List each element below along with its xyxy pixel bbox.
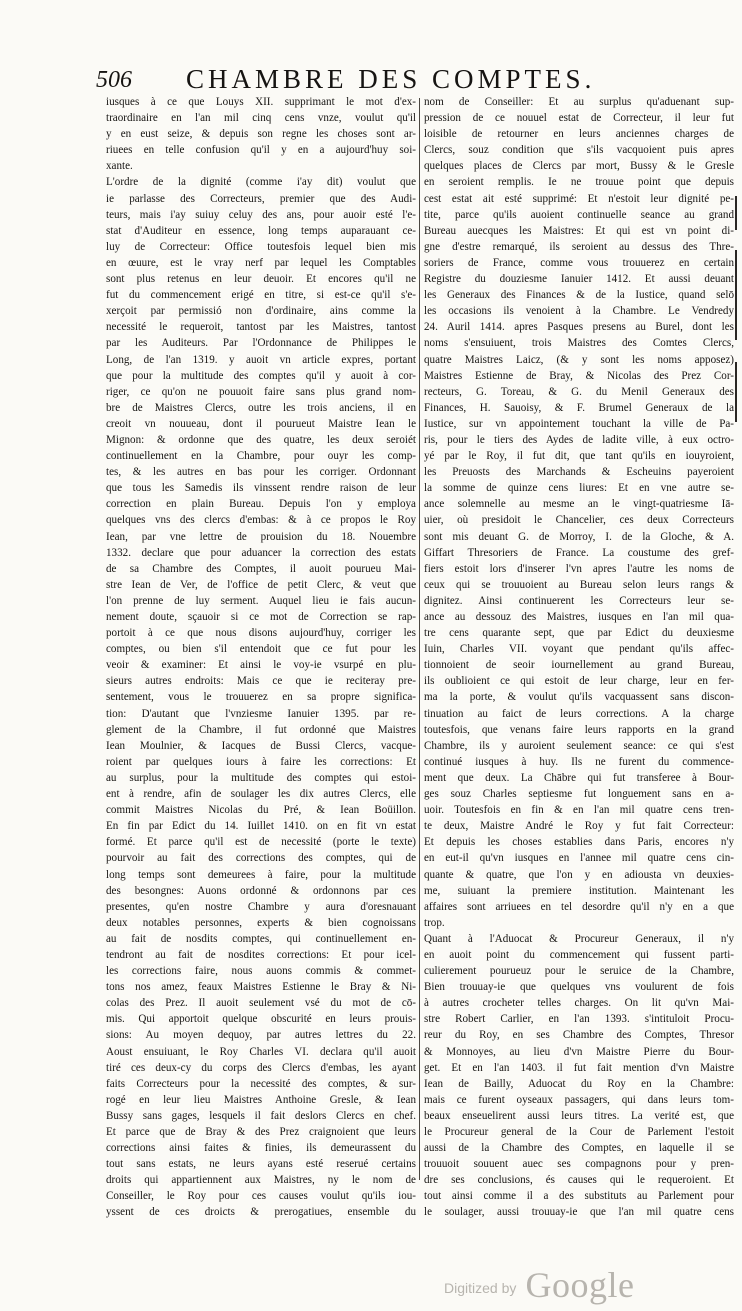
text-line: continuellement en la Chambre, pour ouyr les comp- — [106, 450, 416, 463]
watermark-prefix: Digitized by — [444, 1280, 517, 1296]
text-line: riger, ce qu'on ne pouuoit faire sans plus grand nom- — [106, 385, 416, 398]
text-line: pression de ce nouuel estat de Correcteur, il leur fut — [424, 112, 734, 125]
text-line: tinuation au faict de leurs corrections. A la charge — [424, 707, 734, 720]
text-line: Bien trouuay-ie que quelques vns voulurent de fois — [424, 981, 734, 994]
text-line: noms s'ensuiuent, trois Maistres des Comtes Clercs, — [424, 337, 734, 350]
text-line: quelques places de Clercs par mort, Bussy & le Gresle — [424, 160, 734, 173]
text-line: beaux enseuelirent aussi leurs titres. La verité est, que — [424, 1109, 734, 1122]
text-line: pourvoir au fait des corrections des comptes, qui de — [106, 852, 416, 865]
text-line: tout ainsi comme il a des substituts au Parlement pour — [424, 1190, 734, 1203]
text-line: le soulager, aussi trouuay-ie que l'an mil quatre cens — [424, 1206, 734, 1219]
text-line: continué iusques à huy. Ils ne furent du commence- — [424, 755, 734, 768]
text-line: xante. — [106, 160, 133, 173]
text-line: roient par quelques iours à faire les corrections: Et — [106, 755, 416, 768]
text-line: sions: Au moyen dequoy, par autres lettres du 22. — [106, 1029, 416, 1042]
text-line: Iean Moulnier, & Iacques de Bussi Clercs, vacque- — [106, 739, 416, 752]
text-line: des besongnes: Auons ordonné & ordonnons par ces — [106, 884, 416, 897]
text-line: get. Et en l'an 1403. il fut fait mention d'vn Maistre — [424, 1061, 734, 1074]
text-line: les corrections faire, nous auons commis & commet- — [106, 965, 416, 978]
text-line: yé par le Roy, il fut dit, que tant qu'ils en iouyroient, — [424, 450, 734, 463]
text-line: stat d'Auditeur en essence, long temps auparauant ce- — [106, 224, 416, 237]
text-line: en œuure, est le vray nerf par lequel les Comptables — [106, 256, 416, 269]
column-divider — [419, 98, 420, 1180]
text-line: quatre Maistres Laicz, (& y sont les noms apposez) — [424, 353, 734, 366]
text-line: xerçoit par permissió non d'ordinaire, ains comme la — [106, 305, 416, 318]
text-line: tion: D'autant que l'vnziesme Ianuier 1395. par re- — [106, 707, 416, 720]
running-title: CHAMBRE DES COMPTES. — [186, 64, 596, 94]
text-line: luy de Correcteur: Office toutesfois lequel bien mis — [106, 240, 416, 253]
text-line: Et depuis les choses establies dans Paris, encores n'y — [424, 836, 734, 849]
text-line: correction en plain Bureau. Depuis l'on y employa — [106, 498, 416, 511]
text-line: Aoust ensuiuant, le Roy Charles VI. declara qu'il auoit — [106, 1045, 416, 1058]
text-line: riuees en telle confusion qu'il y en a aujourd'huy soi- — [106, 144, 416, 157]
text-line: tes, & les autres en bas pour les corriger. Ordonnant — [106, 466, 416, 479]
text-line: tiré ces deux-cy du corps des Clercs d'embas, les ayant — [106, 1061, 416, 1074]
text-line: dre ses conclusions, és causes qui le requeroient. Et — [424, 1174, 734, 1187]
text-line: tout sans estats, ne leurs ayans esté reserué certains — [106, 1158, 416, 1171]
text-line: Iean de Bailly, Aduocat du Roy en la Chambre: — [424, 1077, 734, 1090]
text-line: quelques vns des clercs d'embas: & à ce propos le Roy — [106, 514, 416, 527]
text-line: Chambre, ils y auroient seulement seance: ce qui s'est — [424, 739, 734, 752]
page-number: 506 — [96, 67, 132, 93]
text-line: à autres crocheter telles charges. On lit qu'vn Mai- — [424, 997, 734, 1010]
text-line: yssent de ces droicts & prerogatiues, ensemble du — [106, 1206, 416, 1219]
text-line: tons nos amez, feaux Maistres Estienne le Bray & Ni- — [106, 981, 416, 994]
text-line: Clercs, souz condition que s'ils vacquoient puis apres — [424, 144, 734, 157]
text-line: en seroient remplis. Ie ne trouue point que depuis — [424, 176, 734, 189]
text-line: sont plus retenus en leur deuoir. Et encores qu'il ne — [106, 273, 416, 286]
text-line: l'on prenne de luy serment. Auquel lieu ie fais aucun- — [106, 594, 416, 607]
page-edge-mark — [735, 362, 737, 422]
text-line: ris, pour le tiers des Aydes de ladite ville, à eux octro- — [424, 433, 734, 446]
text-line: ges souz Charles septiesme fut longuement sans en a- — [424, 788, 734, 801]
text-line: en eut-il qu'vn iusques en l'annee mil quatre cens cin- — [424, 852, 734, 865]
text-line: ance au dessouz des Maistres, iusques en l'an mil qua- — [424, 611, 734, 623]
text-line: les Preuosts des Marchands & Escheuins payeroient — [424, 466, 734, 479]
text-line: Iustice, sur vn appointement touchant la ville de Pa- — [424, 417, 734, 430]
text-line: uier, où presidoit le Chancelier, ces deux Correcteurs — [424, 514, 734, 527]
text-line: dignitez. Ainsi continuerent les Correcteurs leur se- — [424, 594, 734, 607]
text-line: comptes, ou bien s'il entendoit que ce fut pour les — [106, 643, 416, 656]
text-line: me, suiuant la premiere institution. Maintenant les — [424, 884, 734, 897]
text-line: droits qui appartiennent aux Maistres, ny le nom de — [106, 1174, 416, 1187]
text-line: ie parlasse des Correcteurs, premier que des Audi- — [106, 192, 416, 205]
text-line: formé. Et parce qu'il est de necessité (porte le texte) — [106, 836, 416, 849]
text-line: long temps sont demeurees à faire, pour la multitude — [106, 868, 416, 881]
text-line: loisible de retourner en leurs anciennes charges de — [424, 128, 734, 141]
text-line: uoir. Toutesfois en fin & en l'an mil quatre cens tren- — [424, 804, 734, 817]
text-line: recteurs, G. Toreau, & G. du Menil Generaux des — [424, 385, 734, 398]
text-line: de sa Chambre des Comptes, il auoit pourueu Mai- — [106, 562, 416, 575]
text-line: stre Iean de Ver, de l'office de petit Clerc, & veut que — [106, 578, 416, 591]
text-line: au fait de nosdits comptes, qui continuellement en- — [106, 932, 416, 945]
text-line: culierement pourueuz pour le seruice de la Chambre, — [424, 965, 734, 978]
text-line: traordinaire en l'an mil cinq cens vnze, voulut qu'il — [106, 112, 416, 125]
text-line: 24. Auril 1414. apres Pasques presens au Burel, dont les — [424, 321, 734, 334]
text-line: Iuin, Charles VII. voyant que pendant qu'ils affec- — [424, 643, 734, 656]
text-line: sieurs autres endroits: Mais ce que ie reciteray pre- — [106, 675, 416, 688]
text-line: soriers de France, comme vous trouuerez en certain — [424, 256, 734, 269]
text-line: corrections ainsi faites & finies, ils demeurassent du — [106, 1142, 416, 1155]
text-line: trouuoit souuent auec ses compagnons pour y pren- — [424, 1158, 734, 1171]
text-line: que tous les Samedis ils vinssent rendre raison de leur — [106, 482, 416, 495]
text-line: veoir & examiner: Et ainsi le voy-ie vsurpé en plu- — [106, 659, 416, 672]
text-line: le Procureur general de la Cour de Parlement l'estoit — [424, 1126, 734, 1138]
text-line: Maistres Estienne de Bray, & Nicolas des Prez Cor- — [424, 369, 734, 382]
text-line: trop. — [424, 916, 445, 929]
text-line: bre de Maistres Clercs, outre les trois anciens, il en — [106, 401, 416, 414]
text-line: Conseiller, le Roy pour ces causes voulut qu'ils iou- — [106, 1190, 416, 1203]
text-line: ils oublioient ce qui estoit de leur charge, leur en fer- — [424, 675, 734, 688]
text-line: Bussy sans gages, lesquels il fait deslors Clercs en chef. — [106, 1109, 416, 1122]
text-line: Long, de l'an 1319. y auoit vn article expres, portant — [106, 353, 416, 366]
text-line: En fin par Edict du 14. Iuillet 1410. on en fit vn estat — [106, 820, 416, 833]
text-line: Bureau auecques les Maistres: Et qui est vn point di- — [424, 224, 734, 237]
text-line: glement de la Chambre, il fut ordonné que Maistres — [106, 723, 416, 736]
text-line: iusques à ce que Louys XII. supprimant le mot d'ex- — [106, 96, 416, 108]
text-line: fut du commencement erigé en titre, si est-ce qu'il s'e- — [106, 289, 416, 302]
text-line: & Monnoyes, au lieu d'vn Maistre Pierre du Bour- — [424, 1045, 734, 1058]
text-line: ance solemnelle au mesme an le vingt-quatriesme Iā- — [424, 498, 734, 511]
text-line: par les Auditeurs. Par l'Ordonnance de Philippes le — [106, 337, 416, 350]
text-line: nement doute, sçauoir si ce mot de Correction se rap- — [106, 611, 416, 623]
text-line: les Generaux des Finances & de la Iustice, quand selō — [424, 289, 734, 302]
text-line: Et parce que de Bray & des Prez craignoient que leurs — [106, 1126, 416, 1138]
left-text-column — [106, 94, 416, 1221]
text-line: que pour la multitude des comptes qu'il y auoit à cor- — [106, 369, 416, 382]
digitized-by-google-watermark — [444, 1264, 634, 1304]
text-line: teurs, mais i'ay suiuy celuy des ans, pour auoir esté l'e- — [106, 208, 416, 221]
text-line: creoit vn nouueau, dont il pourueut Maistre Iean le — [106, 417, 416, 430]
text-line: Iean, par vne lettre de prouision du 18. Nouembre — [106, 530, 416, 543]
text-line: colas des Prez. Il auoit seulement vsé du mot de cō- — [106, 997, 416, 1010]
text-line: presentes, qu'en nostre Chambre y aura d'oresnauant — [106, 900, 416, 913]
text-line: tite, parce qu'ils auoient continuelle seance au grand — [424, 208, 734, 221]
text-line: tionnoient de seoir iournellement au grand Bureau, — [424, 659, 734, 672]
text-line: Finances, H. Sauoisy, & F. Brumel Generaux de la — [424, 401, 734, 414]
right-text-column — [424, 94, 734, 1221]
page-edge-mark — [735, 196, 737, 230]
text-line: reur du Roy, en ses Chambre des Comptes, Thresor — [424, 1029, 734, 1042]
text-line: les occasions ils venoient à la Chambre. Le Vendredy — [424, 305, 734, 318]
text-line: toutesfois, que venans faire leurs rapports en la grand — [424, 723, 734, 736]
text-line: L'ordre de la dignité (comme i'ay dit) voulut que — [106, 176, 416, 189]
text-line: portoit à ce que nous disons aujourd'huy, corriger les — [106, 627, 416, 640]
text-line: ment que deux. La Chābre qui fut transferee à Bour- — [424, 771, 734, 784]
text-line: sont mis deuant G. de Morroy, I. de la Gloche, & A. — [424, 530, 734, 543]
google-logo: Google — [525, 1265, 635, 1305]
text-line: tre cens quarante sept, que par Edict du deuxiesme — [424, 627, 734, 640]
text-line: la somme de quinze cens liures: Et en vne autre se- — [424, 482, 734, 495]
text-line: fiers estoit lors d'inserer l'vn apres l'autre les noms de — [424, 562, 734, 575]
text-line: 1332. declare que pour aduancer la correction des estats — [106, 546, 416, 559]
text-line: aussi de la Chambre des Comptes, en laquelle il se — [424, 1142, 734, 1155]
text-line: en auoit point du commencement qui fussent parti- — [424, 948, 734, 961]
text-line: necessité le requeroit, tantost par les Maistres, tantost — [106, 321, 416, 334]
text-line: faits Correcteurs pour la necessité des comptes, & sur- — [106, 1077, 416, 1090]
text-line: Registre du douziesme Ianuier 1412. Et aussi deuant — [424, 273, 734, 286]
text-line: ma la porte, & voulut qu'ils vacquassent sans discon- — [424, 691, 734, 704]
text-line: nom de Conseiller: Et au surplus qu'aduenant sup- — [424, 96, 734, 108]
text-line: ent à rendre, afin de soulager les dix autres Clercs, elle — [106, 788, 416, 801]
page-edge-mark — [735, 250, 737, 340]
text-line: mis. Qui apportoit quelque obscurité en leurs prouis- — [106, 1013, 416, 1026]
text-line: te deux, Maistre André le Roy y fut fait Correcteur: — [424, 820, 734, 833]
text-line: cest estat ait esté supprimé: Et n'estoit leur dignité pe- — [424, 192, 734, 205]
text-line: commit Maistres Nicolas du Pré, & Iean Boüillon. — [106, 804, 416, 817]
text-line: Giffart Thresoriers de France. La coustume des gref- — [424, 546, 734, 559]
text-line: au surplus, pour la multitude des comptes qui estoi- — [106, 771, 416, 784]
text-line: y en eust seize, & depuis son regne les choses sont ar- — [106, 128, 416, 141]
text-line: ceux qui se trouuoient au Bureau selon leurs rangs & — [424, 578, 734, 591]
text-line: deux notables personnes, experts & bien cognoissans — [106, 916, 416, 929]
text-line: quante & quatre, que l'on y en adiousta vn deuxies- — [424, 868, 734, 881]
text-line: tendront au fait de nosdites corrections: Et pour icel- — [106, 948, 416, 961]
page-header — [96, 62, 636, 94]
text-line: Mignon: & ordonne que des quatre, les deux seroiét — [106, 433, 416, 446]
text-line: stre Robert Carlier, en l'an 1393. s'intituloit Procu- — [424, 1013, 734, 1026]
text-line: mais ce furent oyseaux passagers, qui dans leurs tom- — [424, 1093, 734, 1106]
text-line: rogé en leur lieu Maistres Anthoine Gresle, & Iean — [106, 1093, 416, 1106]
text-line: Quant à l'Aduocat & Procureur Generaux, il n'y — [424, 932, 734, 945]
text-line: sentement, vous le trouuerez en sa propre significa- — [106, 691, 416, 704]
text-line: gne d'estre remarqué, ils seroient au dessus des Thre- — [424, 240, 734, 253]
text-line: affaires sont arriuees en tel desordre qu'il n'y en a que — [424, 900, 734, 913]
